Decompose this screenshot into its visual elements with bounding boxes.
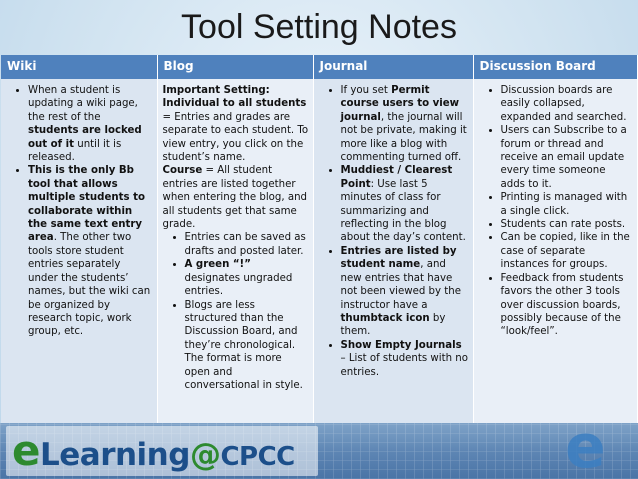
cell-wiki — [1, 79, 157, 428]
cell-blog — [157, 79, 313, 428]
discussion-item: • Students can rate posts. — [501, 218, 633, 231]
discussion-item: • Discussion boards are easily collapsed, expanded and searched. — [501, 84, 633, 124]
journal-item-listed: • Entries are listed by student name, and new entries that have not been viewed by the instructor have a thumbtack icon by them. — [341, 245, 469, 339]
discussion-item: • Can be copied, like in the case of separate instances for groups. — [501, 231, 633, 271]
blog-course: Course = All student entries are listed together when entering the blog, and all students get that same grade. — [162, 165, 308, 231]
wiki-item-locked: • When a student is updating a wiki page, the rest of the students are locked out of it until it is released. — [28, 84, 153, 164]
blog-item-green: • A green “!” designates ungraded entries. — [185, 258, 309, 298]
notes-table — [1, 55, 638, 428]
blog-setting: Important Setting: Individual to all students = Entries and grades are separate to each student. To view entry, you click on the student’s name. — [162, 85, 309, 164]
header-discussion-board: Discussion Board — [473, 55, 637, 79]
slide-title: Tool Setting Notes — [181, 8, 457, 46]
journal-list — [319, 84, 469, 379]
blog-item-structure: • Blogs are less structured than the Discussion Board, and they’re chronological. The format is more open and conversational in style. — [185, 299, 309, 393]
discussion-item: • Users can Subscribe to a forum or thread and receive an email update every time someone adds to it. — [501, 124, 633, 191]
header-row — [1, 55, 637, 79]
discussion-list — [479, 84, 633, 339]
journal-item-permit: • If you set Permit course users to view journal, the journal will not be private, making it more like a blog with commenting turned off. — [341, 84, 469, 164]
journal-item-muddiest: • Muddiest / Clearest Point: Use last 5 minutes of class for summarizing and reflecting in the blog about the day’s content. — [341, 164, 469, 244]
wiki-item-collaborate: • This is the only Bb tool that allows multiple students to collaborate within the same text entry area. The other two tools store student entries separately under the students’ names, but the wiki can be organized by research topic, work group, etc. — [28, 164, 153, 338]
logo-learning: Learning — [40, 437, 190, 473]
discussion-item: • Feedback from students favors the other 3 tools over discussion boards, possibly because of the “look/feel”. — [501, 272, 633, 339]
blog-item-drafts: • Entries can be saved as drafts and posted later. — [185, 231, 309, 258]
elearning-cpcc-logo — [12, 425, 295, 477]
notes-row — [1, 79, 637, 428]
logo-at: @ — [189, 437, 221, 473]
cell-journal — [313, 79, 473, 428]
corner-e-logo-icon: e — [565, 423, 606, 479]
wiki-list — [6, 84, 153, 339]
header-blog: Blog — [157, 55, 313, 79]
blog-list — [163, 231, 309, 392]
cell-discussion-board — [473, 79, 637, 428]
journal-item-empty: • Show Empty Journals – List of students with no entries. — [341, 339, 469, 379]
logo-e: e — [12, 426, 40, 475]
header-wiki: Wiki — [1, 55, 157, 79]
discussion-item: • Printing is managed with a single click. — [501, 191, 633, 218]
header-journal: Journal — [313, 55, 473, 79]
logo-cpcc: CPCC — [220, 442, 295, 472]
footer-banner — [0, 423, 638, 479]
